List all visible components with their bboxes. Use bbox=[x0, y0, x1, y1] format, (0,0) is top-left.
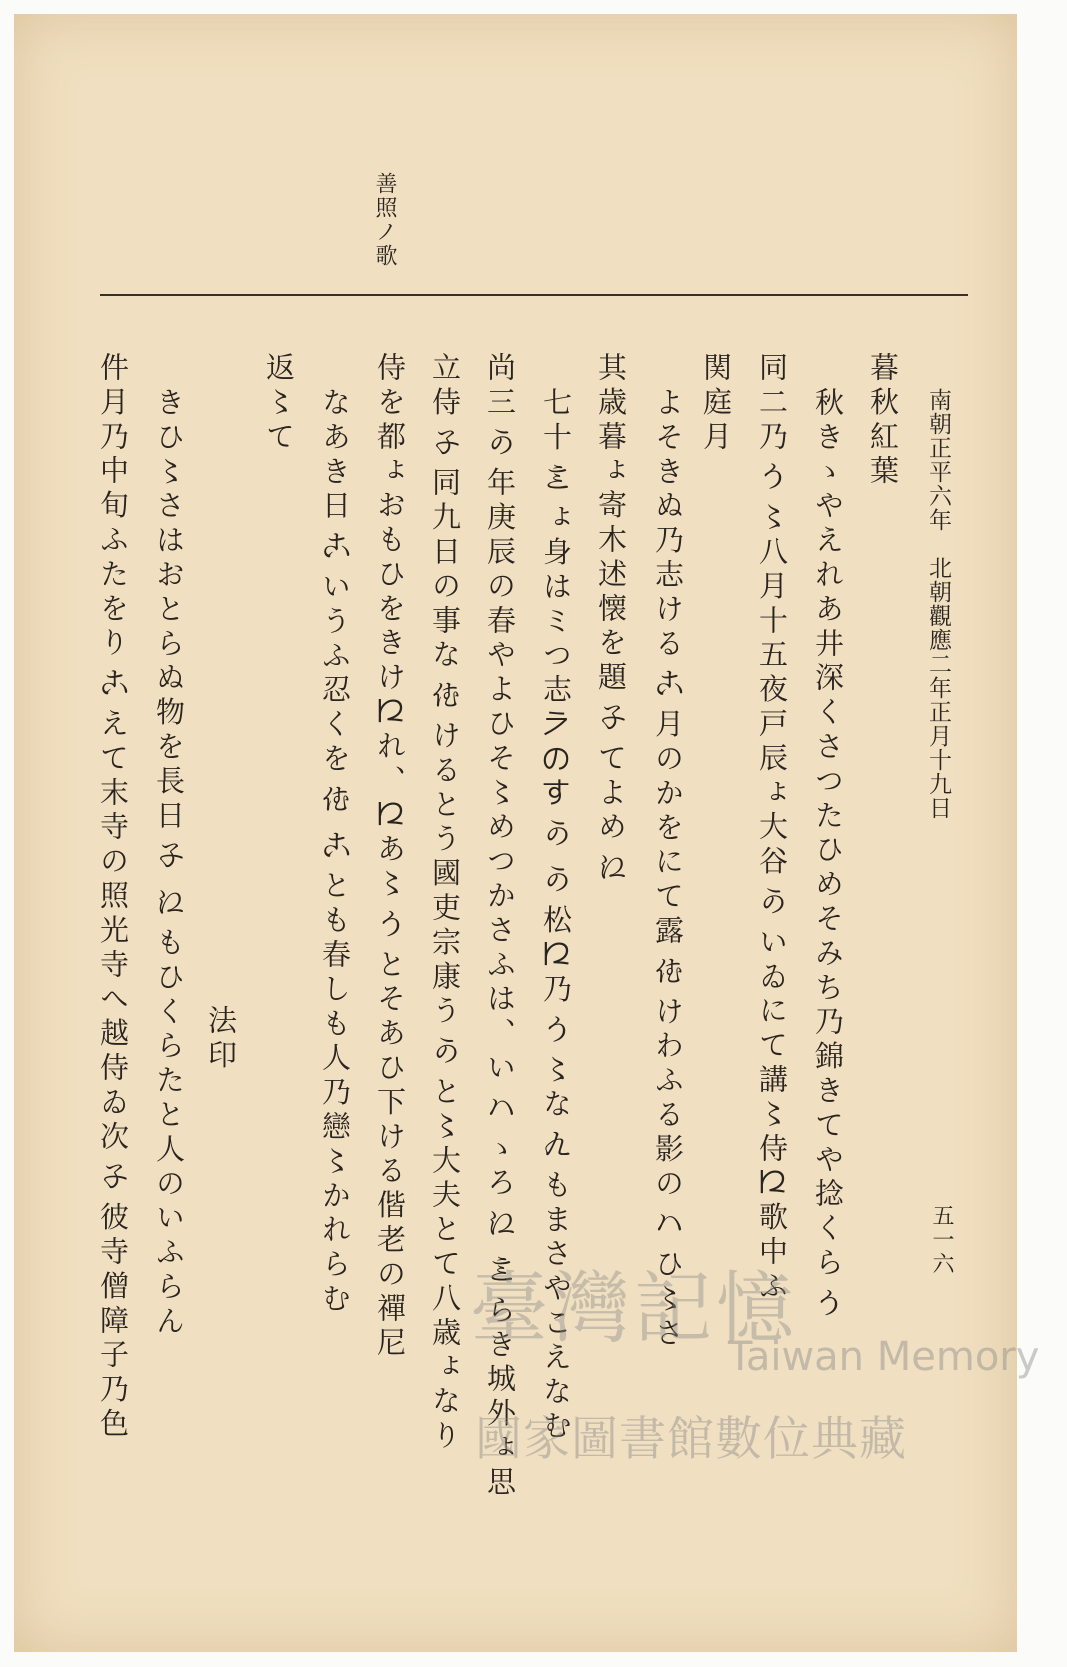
poem-title-courtyard-moon: 関庭月 bbox=[699, 352, 733, 456]
watermark-subtitle: 國家圖書館數位典藏 bbox=[475, 1412, 907, 1467]
poem-line: 七十𛀈ょ身はミつ志𛀀のす𛀙𛀙松𛀁乃𛀚〻な𛀭もまさやこえなむ bbox=[539, 387, 573, 1445]
prose-line: 件月乃中旬ふたをり𛀸えて末寺の照光寺へ越侍ゐ次𛂘彼寺僧障子乃色 bbox=[96, 352, 130, 1443]
prose-line: 同二乃𛀚〻八月十五夜戸辰ょ大谷𛀙いゐにて講〻侍𛀁歌中ふ bbox=[755, 352, 789, 1305]
watermark-chinese: 臺灣記憶 bbox=[470, 1264, 799, 1354]
date-heading: 南朝正平六年 北朝觀應二年正月十九日 bbox=[925, 388, 951, 820]
author-hoin: 法印 bbox=[204, 1005, 238, 1074]
page-number: 五一六 bbox=[929, 1204, 954, 1276]
poem-line: きひ〻さはおとらぬ物を長日𛂘𛀁もひくらたと人のいふらん bbox=[152, 387, 186, 1340]
poem-line: よそきぬ乃志ける𛀸月のかをにて露𛀗けわふる影の𛂞ひ〻さ bbox=[651, 387, 685, 1352]
reply-heading: 返〻て bbox=[262, 352, 296, 456]
prose-line: 其歳暮ょ寄木述懐を題𛂘てよめ𛀁 bbox=[594, 352, 628, 892]
running-title: 善照ノ歌 bbox=[372, 172, 397, 268]
watermark-english: Taiwan Memory bbox=[728, 1334, 1040, 1380]
poem-title-autumn-leaves: 暮秋紅葉 bbox=[866, 352, 900, 490]
header-rule bbox=[100, 294, 968, 296]
prose-line: 侍を都ょおもひをきけ𛀁れ、𛀁あ〻𛀚とそあひ下ける偕老の禪尼 bbox=[373, 352, 407, 1362]
prose-line: 立侍𛂘同九日の事な𛀗けるとう國吏宗康う𛀙と〻大夫とて八歳ょなり bbox=[428, 352, 462, 1455]
poem-line: 秋きゝやえれあ井深くさつたひめそみち乃錦きてや捻くら𛀚 bbox=[811, 387, 845, 1328]
poem-line: なあき日𛀸いうふ忍くを𛀗𛀸とも春しも人乃戀〻かれらむ bbox=[318, 387, 352, 1318]
prose-line: 尚三𛀙年庚辰の春やよひそ〻めつかさふは、い𛂞ゝろ𛀁𛀈らき城外ょ思 bbox=[483, 352, 517, 1501]
